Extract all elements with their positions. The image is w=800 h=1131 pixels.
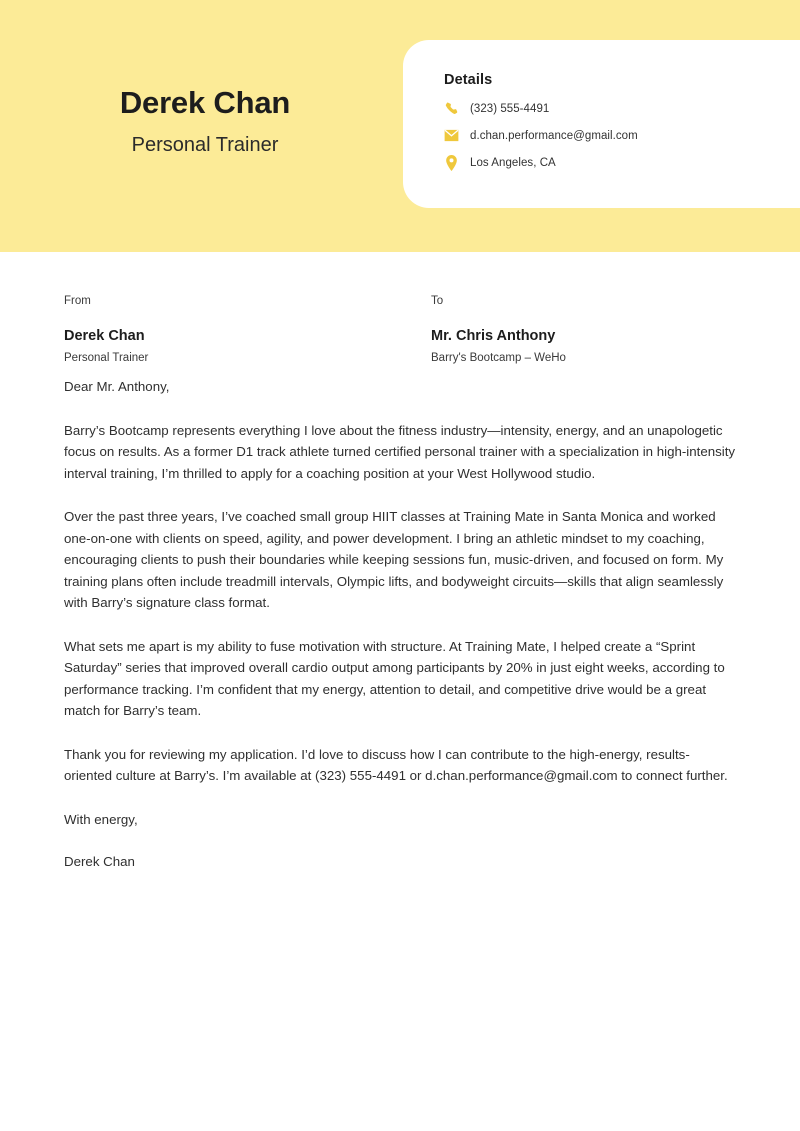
letter-signoff: With energy, bbox=[64, 811, 138, 827]
detail-row-location[interactable] bbox=[444, 149, 800, 176]
letter-paragraph: Over the past three years, I’ve coached small group HIIT classes at Training Mate in Santa Monica and worked one-on-one with clients on speed, agility, and power development. I bring an athletic mindset to my coaching, encouraging clients to push their boundaries while keeping sessions fun, music-driven, and focused on form. My training plans often include treadmill intervals, Olympic lifts, and bodyweight circuits—skills that align seamlessly with Barry’s signature class format. bbox=[64, 509, 724, 610]
to-subtitle: Barry's Bootcamp – WeHo bbox=[431, 352, 566, 365]
map-pin-icon bbox=[444, 155, 459, 170]
detail-row-email[interactable] bbox=[444, 122, 800, 149]
location-value: Los Angeles, CA bbox=[470, 156, 556, 169]
letter-paragraph: What sets me apart is my ability to fuse motivation with structure. At Training Mate, I helped create a “Sprint Saturday” series that improved overall cardio output among participants by 20% in just eight weeks, according to performance tracking. I’m confident that my energy, attention to detail, and competitive drive would be a great match for Barry’s team. bbox=[64, 638, 725, 718]
applicant-role: Personal Trainer bbox=[131, 134, 279, 157]
envelope-icon bbox=[444, 128, 459, 143]
applicant-name: Derek Chan bbox=[119, 85, 291, 120]
detail-row-phone[interactable] bbox=[444, 95, 800, 122]
letter-signature: Derek Chan bbox=[64, 854, 135, 869]
address-block bbox=[0, 252, 800, 376]
from-name: Derek Chan bbox=[64, 327, 145, 344]
email-value: d.chan.performance@gmail.com bbox=[470, 129, 638, 142]
address-from bbox=[64, 296, 148, 365]
to-name: Mr. Chris Anthony bbox=[431, 327, 556, 344]
identity-block bbox=[0, 86, 410, 156]
letter-body bbox=[0, 252, 800, 873]
letter-content bbox=[0, 376, 800, 873]
letter-salutation: Dear Mr. Anthony, bbox=[64, 379, 170, 394]
details-card bbox=[403, 40, 800, 208]
address-to bbox=[431, 296, 566, 365]
phone-value: (323) 555-4491 bbox=[470, 102, 550, 115]
letter-paragraph: Barry’s Bootcamp represents everything I love about the fitness industry—intensity, energy, and an unapologetic focus on results. As a former D1 track athlete turned certified personal trainer with a specialization in high-intensity interval training, I’m thrilled to apply for a coaching position at your West Hollywood studio. bbox=[64, 422, 736, 481]
header-band bbox=[0, 0, 800, 252]
details-heading: Details bbox=[444, 72, 493, 88]
from-subtitle: Personal Trainer bbox=[64, 352, 149, 365]
to-label: To bbox=[431, 295, 444, 307]
phone-icon bbox=[444, 101, 459, 116]
letter-paragraph: Thank you for reviewing my application. I’d love to discuss how I can contribute to the high-energy, results-oriented culture at Barry’s. I’m available at (323) 555-4491 or d.chan.performance@gmail.com to connect further. bbox=[64, 746, 728, 783]
from-label: From bbox=[64, 295, 91, 307]
